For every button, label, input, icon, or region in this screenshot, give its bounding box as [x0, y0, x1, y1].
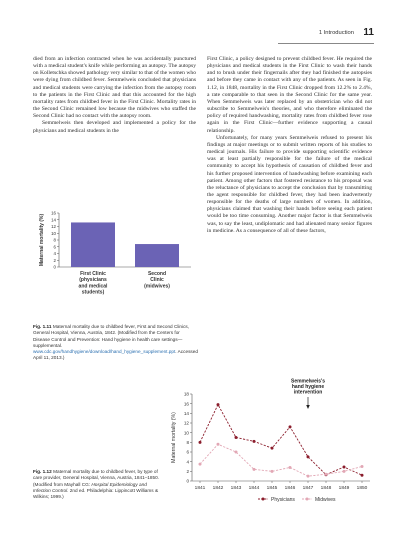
- y-tick-label: 4: [53, 251, 56, 257]
- annotation-arrow-head: [306, 405, 310, 409]
- paragraph: First Clinic, a policy designed to prevent childbed fever. He required the physicians and medical students in the First Clinic to wash their hands and to brush under their fingernails after they had finished the autopsies and before they came in contact with any of the patients. As seen in Fig. 1.12, in 1848, mortality in the First Clinic dropped from 12.2% to 2.4%, a rate comparable to that seen in the Second Clinic for the same year. When Semmelweis was later replaced by an obstetrician who did not subscribe to Semmelweis's theories, and who therefore eliminated the policy of required handwashing, mortality rates from childbed fever rose again in the First Clinic—further evidence supporting a causal relationship.: [207, 56, 372, 134]
- header-rule: [278, 43, 374, 44]
- x-category-label: First Clinic: [80, 271, 106, 277]
- y-tick-label: 18: [183, 391, 189, 397]
- data-point: [325, 473, 328, 476]
- data-point: [307, 475, 310, 478]
- data-point: [271, 470, 274, 473]
- caption-link[interactable]: www.cdc.gov/handhygiene/download/hand_hygiene_supplement.ppt: [33, 349, 176, 355]
- x-category-label: students): [81, 289, 105, 296]
- bar: [71, 222, 115, 267]
- y-tick-label: 8: [186, 439, 189, 445]
- y-tick-label: 6: [53, 244, 56, 250]
- y-tick-label: 2: [186, 468, 189, 474]
- x-category-label: Clinic: [150, 277, 164, 284]
- x-category-label: Second: [147, 271, 167, 277]
- caption-tail: 2nd ed. Philadelphia: Lippincott Williams & Wilkins; 1999.): [33, 487, 159, 500]
- x-tick-label: 1845: [266, 486, 278, 491]
- data-point: [343, 470, 346, 473]
- data-point: [253, 440, 256, 443]
- y-tick-label: 2: [53, 257, 56, 263]
- data-point: [271, 447, 274, 450]
- annotation-text: intervention: [293, 389, 323, 396]
- data-point: [289, 466, 292, 469]
- x-tick-label: 1843: [230, 486, 242, 491]
- y-axis-label: Maternal mortality (%): [39, 213, 45, 267]
- y-tick-label: 12: [51, 224, 56, 230]
- y-tick-label: 10: [51, 230, 56, 236]
- y-tick-label: 4: [186, 459, 189, 465]
- x-tick-label: 1850: [356, 486, 368, 491]
- data-point: [289, 425, 292, 428]
- figure-1-12-line-chart: [162, 378, 378, 506]
- data-point: [361, 465, 364, 468]
- paragraph: died from an infection contracted when he was accidentally punctured with a medical student's knife while performing an autopsy. The autopsy on Kolletschka showed pathology very similar to that of the women who were dying from childbed fever. Semmelweis concluded that physicians and medical students were carrying the infection from the autopsy room to the patients in the First Clinic and that this accounted for the high mortality rates from childbed fever in the First Clinic. Mortality rates in the Second Clinic remained low because the midwives who staffed the Second Clinic had no contact with the autopsy room.: [33, 56, 196, 120]
- series-line: [200, 405, 362, 476]
- figure-1-12-caption: [33, 469, 165, 500]
- bar: [135, 244, 179, 267]
- y-tick-label: 6: [186, 449, 189, 455]
- data-point: [217, 443, 220, 446]
- y-tick-label: 16: [183, 401, 189, 407]
- right-text-column: [207, 56, 372, 235]
- data-point: [235, 436, 238, 439]
- data-point: [199, 463, 202, 466]
- annotation-text: hand hygiene: [291, 384, 325, 391]
- data-point: [343, 465, 346, 468]
- caption-label: Fig. 1.12: [33, 469, 52, 474]
- x-tick-label: 1842: [212, 486, 224, 491]
- paragraph: Unfortunately, for many years Semmelweis refused to present his findings at major meetings or to submit written reports of his studies to medical journals. His failure to provide supporting scientific evidence was at least partially responsible for the failure of the medical community to accept his hypothesis of causation of childbed fever and his further proposed intervention of handwashing before examining each patient. Among other factors that fostered resistance to his proposal was the reluctance of physicians to accept the conclusion that by transmitting the agent responsible for childbed fever, they had been inadvertently responsible for the deaths of large numbers of women. In addition, physicians claimed that washing their hands before seeing each patient would be too time consuming. Another major factor is that Semmelweis was, to say the least, undiplomatic and had alienated many senior figures in medicine. As a consequence of all of these factors,: [207, 134, 372, 234]
- y-tick-label: 12: [183, 420, 189, 426]
- y-tick-label: 14: [183, 410, 189, 416]
- legend-label: Midwives: [315, 496, 336, 503]
- x-tick-label: 1841: [194, 486, 206, 491]
- page-header: [0, 22, 400, 36]
- paragraph: Semmelweis then developed and implemented a policy for the physicians and medical students in the: [33, 120, 196, 134]
- caption-italic-title: Hospital Epidemiology and Infection Control.: [33, 481, 147, 493]
- y-tick-label: 8: [53, 237, 56, 243]
- x-category-label: (physicians: [79, 277, 107, 284]
- running-section-title: 1 Introduction: [318, 30, 354, 36]
- annotation-text: Semmelweis's: [291, 378, 325, 385]
- x-category-label: (midwives): [144, 283, 170, 290]
- caption-tail: . Accessed April 11, 2013.): [33, 349, 198, 361]
- data-point: [217, 403, 220, 406]
- legend-swatch-marker: [262, 498, 265, 501]
- figure-1-11-bar-chart: [33, 207, 198, 319]
- legend-swatch-marker: [306, 498, 309, 501]
- figure-1-11-caption: [33, 324, 198, 362]
- caption-label: Fig. 1.11: [33, 324, 52, 329]
- x-tick-label: 1847: [302, 486, 314, 491]
- series-line: [200, 444, 362, 476]
- y-tick-label: 14: [51, 217, 56, 223]
- x-tick-label: 1849: [338, 486, 350, 491]
- data-point: [235, 451, 238, 454]
- y-tick-label: 16: [51, 210, 56, 216]
- x-tick-label: 1846: [284, 486, 296, 491]
- legend-label: Physicians: [271, 496, 295, 503]
- caption-text: Maternal mortality due to childbed fever, First and Second Clinics, General Hospital, Vienna, Austria, 1842. (Modified from the Centers for Disease Control and Prevention: Hand hygiene in health care settings—supplemental.: [33, 324, 190, 348]
- x-category-label: and medical: [78, 283, 108, 290]
- page-number: 11: [363, 27, 374, 38]
- data-point: [199, 441, 202, 444]
- left-text-column: [33, 56, 196, 135]
- data-point: [307, 455, 310, 458]
- y-axis-label: Maternal mortality (%): [171, 412, 177, 463]
- data-point: [361, 474, 364, 477]
- caption-text: Maternal mortality due to childbed fever, by type of care provider, General Hospital, Vienna, Austria, 1841–1850. (Modified from Mayhall CG:: [33, 469, 160, 487]
- y-tick-label: 0: [53, 264, 56, 270]
- x-tick-label: 1844: [248, 486, 260, 491]
- y-tick-label: 0: [186, 478, 189, 484]
- x-tick-label: 1848: [320, 486, 332, 491]
- data-point: [253, 468, 256, 471]
- y-tick-label: 10: [183, 430, 189, 436]
